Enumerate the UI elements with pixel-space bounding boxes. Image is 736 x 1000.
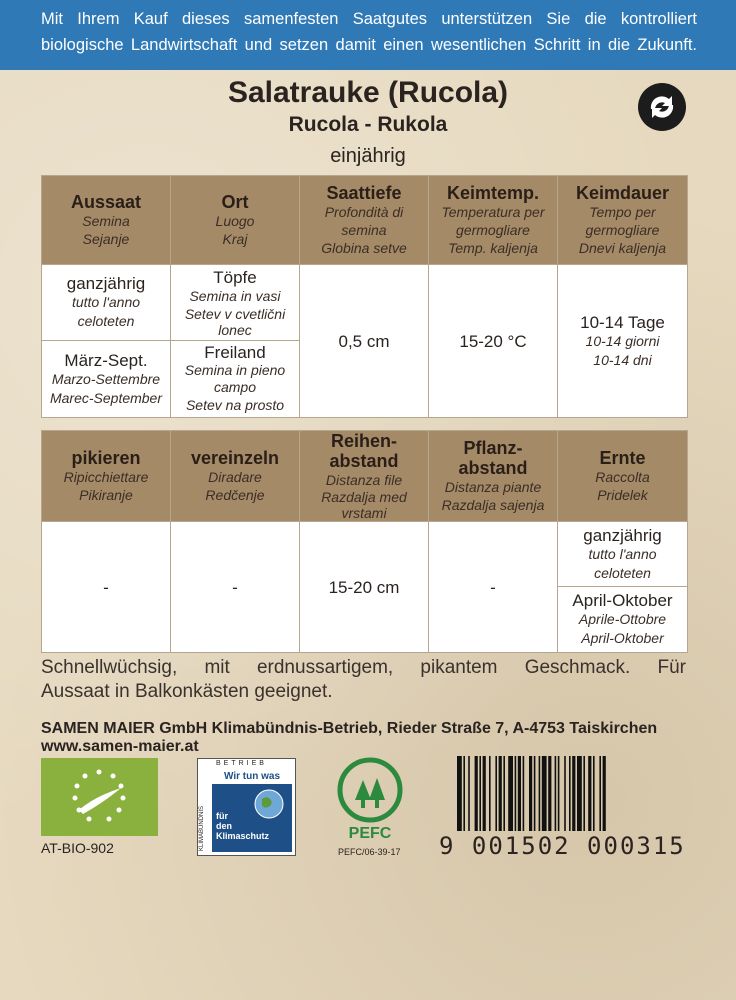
cell-aussaat: ganzjährig tutto l'anno celoteten März-Sept. Marzo-Settembre Marec-September [42,265,171,418]
cell-keimdauer: 10-14 Tage 10-14 giorni 10-14 dni [558,265,688,418]
header-pflanzabstand: Pflanz-abstand Distanza piante Razdalja sajenja [429,431,558,522]
cell-ort: Töpfe Semina in vasi Setev v cvetlični lonec Freiland Semina in pieno campo Setev na prosto [171,265,300,418]
header-keimtemp: Keimtemp. Temperatura per germogliare Temp. kaljenja [429,176,558,265]
cell-vereinzeln: - [171,522,300,653]
svg-text:PEFC: PEFC [348,825,392,842]
header-vereinzeln: vereinzeln Diradare Redčenje [171,431,300,522]
barcode [455,756,685,831]
info-banner [0,0,736,70]
pefc-logo [333,756,408,844]
bio-code: AT-BIO-902 [41,840,114,856]
cell-pflanzabstand: - [429,522,558,653]
header-saattiefe: Saattiefe Profondità di semina Globina setve [300,176,429,265]
pefc-code: PEFC/06-39-17 [338,847,401,857]
eu-organic-leaf-logo [41,758,158,836]
header-ernte: Ernte Raccolta Pridelek [558,431,688,522]
product-title: Salatrauke (Rucola) [227,76,509,109]
recycle-icon [637,82,687,132]
cell-saattiefe: 0,5 cm [300,265,429,418]
website-link[interactable]: www.samen-maier.at [41,738,199,755]
product-description: Schnellwüchsig, mit erdnussartigem, pikantem Geschmack. Für Aussaat in Balkonkästen geeignet. [41,657,686,702]
header-aussaat: Aussaat Semina Sejanje [42,176,171,265]
cell-ernte: ganzjährig tutto l'anno celoteten April-Oktober Aprile-Ottobre April-Oktober [558,522,688,653]
klimabuendnis-logo: BETRIEB KLIMABÜNDNIS Wir tun was für den Klimaschutz [197,758,296,856]
banner-line-2: biologische Landwirtschaft und setzen damit einen wesentlichen Schritt in die Zukunft. [41,36,697,54]
header-ort: Ort Luogo Kraj [171,176,300,265]
header-reihenabstand: Reihen-abstand Distanza file Razdalja med vrstami [300,431,429,522]
header-keimdauer: Keimdauer Tempo per germogliare Dnevi kaljenja [558,176,688,265]
banner-line-1: Mit Ihrem Kauf dieses samenfesten Saatgutes unterstützen Sie die kontrolliert [41,10,697,28]
cell-keimtemp: 15-20 °C [429,265,558,418]
annual-label: einjährig [330,145,406,167]
product-subtitle: Rucola - Rukola [288,113,448,136]
cell-reihenabstand: 15-20 cm [300,522,429,653]
care-table [41,430,688,653]
header-pikieren: pikieren Ripicchiettare Pikiranje [42,431,171,522]
sowing-table [41,175,688,418]
cell-pikieren: - [42,522,171,653]
barcode-number: 9 001502 000315 [439,832,686,860]
company-address: SAMEN MAIER GmbH Klimabündnis-Betrieb, Rieder Straße 7, A-4753 Taiskirchen [41,720,658,737]
